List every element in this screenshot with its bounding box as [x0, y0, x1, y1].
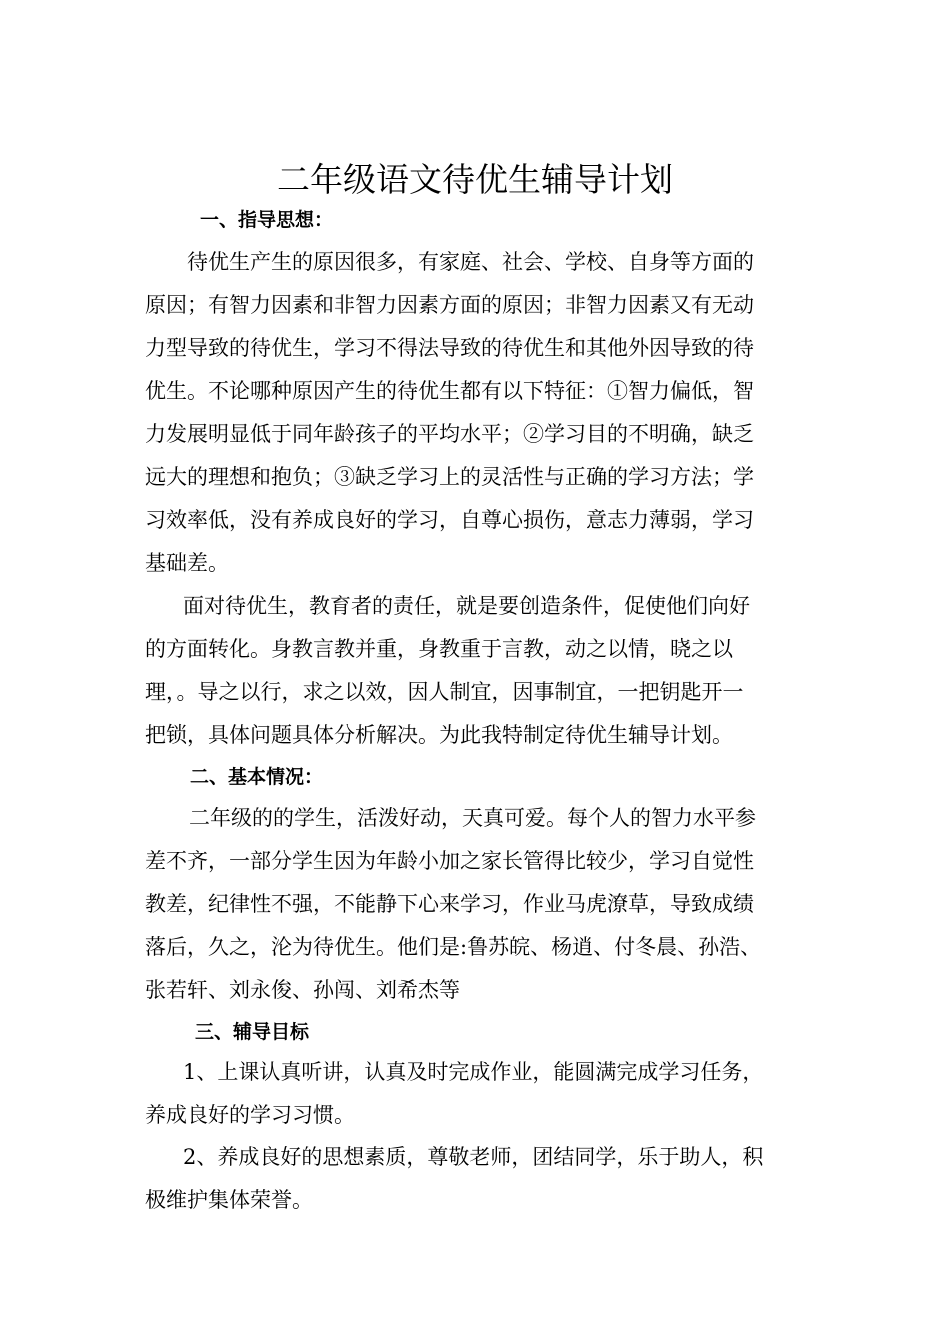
paragraph-line: 基础差。 — [145, 551, 229, 575]
paragraph-line: 养成良好的学习习惯。 — [145, 1103, 355, 1127]
paragraph-line: 差不齐，一部分学生因为年龄小加之家长管得比较少，学习自觉性 — [145, 849, 754, 873]
document-title: 二年级语文待优生辅导计划 — [277, 160, 673, 200]
paragraph — [145, 1136, 805, 1222]
paragraph-line: 理，。导之以行，求之以效，因人制宜，因事制宜，一把钥匙开一 — [145, 680, 744, 704]
paragraph — [145, 585, 805, 757]
section-heading-tutoring-goals: 三、辅导目标 — [195, 1021, 310, 1043]
paragraph-line: 力型导致的待优生，学习不得法导致的待优生和其他外因导致的待 — [145, 336, 754, 360]
paragraph-line: 二年级的的学生，活泼好动，天真可爱。每个人的智力水平参 — [189, 806, 756, 830]
paragraph-line: 落后，久之，沦为待优生。他们是:鲁苏皖、杨逍、付冬晨、孙浩、 — [145, 935, 762, 959]
section-heading-basic-situation: 二、基本情况： — [190, 766, 324, 788]
paragraph-line: 原因；有智力因素和非智力因素方面的原因；非智力因素又有无动 — [145, 293, 754, 317]
paragraph-line: 1、上课认真听讲，认真及时完成作业，能圆满完成学习任务， — [183, 1060, 764, 1084]
paragraph-line: 的方面转化。身教言教并重，身教重于言教，动之以情，晓之以 — [145, 637, 733, 661]
paragraph — [145, 797, 805, 1012]
paragraph-line: 力发展明显低于同年龄孩子的平均水平；②学习目的不明确，缺乏 — [145, 422, 754, 446]
paragraph-line: 待优生产生的原因很多，有家庭、社会、学校、自身等方面的 — [187, 250, 754, 274]
paragraph-line: 教差，纪律性不强，不能静下心来学习，作业马虎潦草，导致成绩 — [145, 892, 754, 916]
paragraph-line: 面对待优生，教育者的责任，就是要创造条件，促使他们向好 — [183, 594, 750, 618]
paragraph-line: 张若轩、刘永俊、孙闯、刘希杰等 — [145, 978, 460, 1002]
section-heading-guiding-ideas: 一、指导思想： — [200, 209, 334, 231]
paragraph-line: 2、养成良好的思想素质，尊敬老师，团结同学，乐于助人，积 — [183, 1145, 764, 1169]
paragraph-line: 把锁，具体问题具体分析解决。为此我特制定待优生辅导计划。 — [145, 723, 733, 747]
paragraph — [145, 1051, 805, 1137]
paragraph-line: 优生。不论哪种原因产生的待优生都有以下特征：①智力偏低，智 — [145, 379, 754, 403]
paragraph-line: 远大的理想和抱负；③缺乏学习上的灵活性与正确的学习方法；学 — [145, 465, 754, 489]
paragraph — [145, 241, 805, 585]
paragraph-line: 习效率低，没有养成良好的学习，自尊心损伤，意志力薄弱，学习 — [145, 508, 754, 532]
paragraph-line: 极维护集体荣誉。 — [145, 1188, 313, 1212]
